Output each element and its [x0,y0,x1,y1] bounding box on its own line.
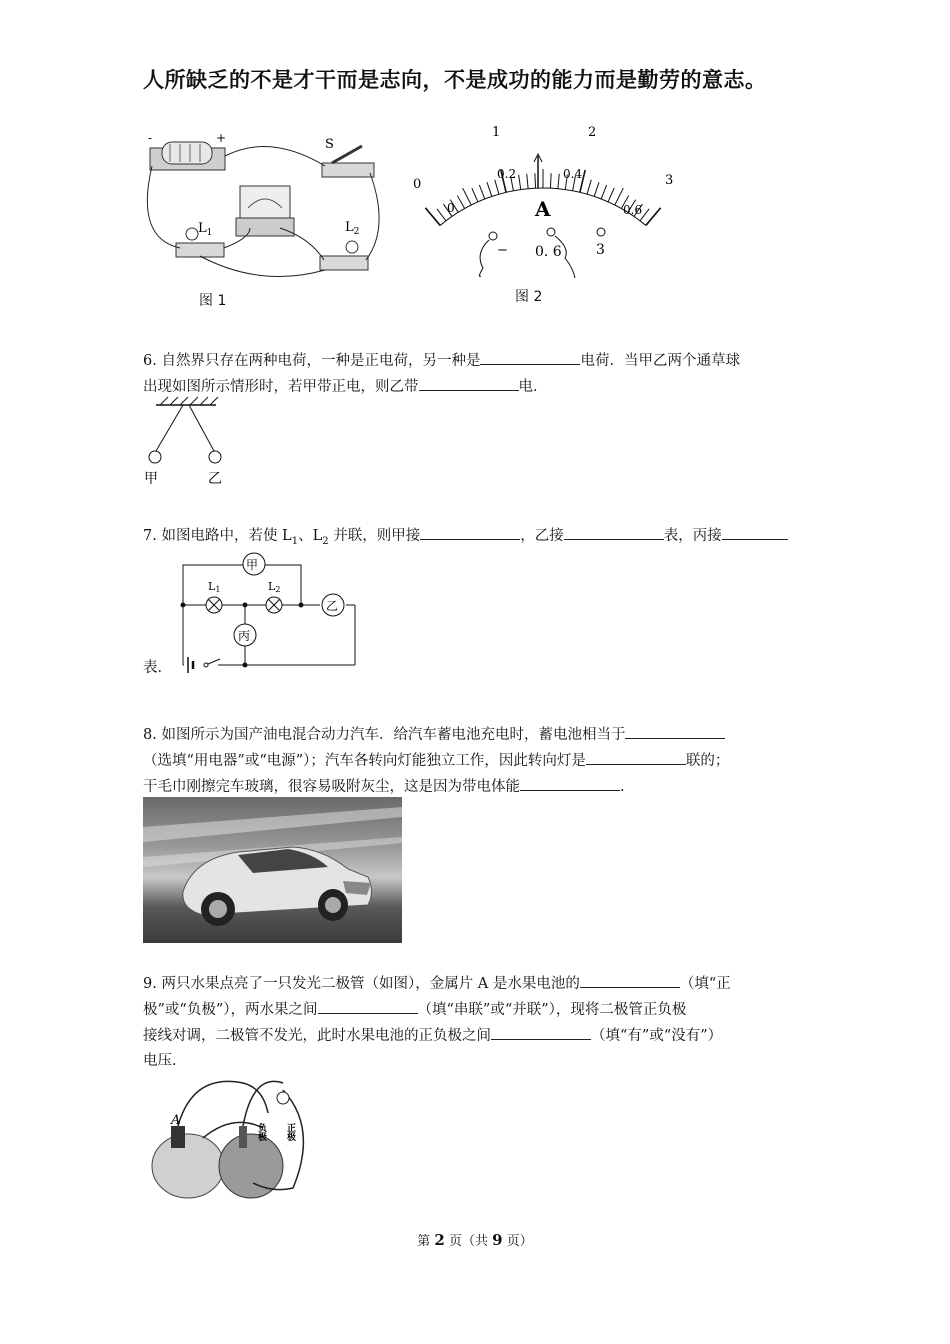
terminal-minus: − [497,243,508,258]
lamp-l2: L2 [268,580,281,594]
q9-line-4: 电压． [143,1053,187,1069]
l1-label: $L_1$ [198,221,213,238]
scale-bottom-02: 0.2 [497,167,517,181]
scale-top-1: 1 [492,125,501,140]
page-footer: 第 2 页（共 9 页） [417,1231,533,1249]
q8-line-1: 8. 如图所示为国产油电混合动力汽车．给汽车蓄电池充电时，蓄电池相当于 [143,722,833,748]
scale-top-0: 0 [413,177,422,192]
scale-tick [587,180,591,194]
l2-label: $L_2$ [345,220,360,237]
figure-1-caption: 图 1 [199,293,227,309]
scale-tick [457,195,464,208]
q7-blank-yi[interactable] [564,523,664,540]
q8-blank-3[interactable] [520,774,620,791]
question-8 [143,722,833,800]
q9-line-3: 接线对调，二极管不发光，此时水果电池的正负极之间 （填“有”或“没有”） [143,1023,823,1049]
q6-blank-2[interactable] [419,374,519,391]
q9-blank-3[interactable] [491,1023,591,1040]
scale-tick [487,182,492,196]
scale-bottom-0: 0 [447,201,455,215]
figure-2-ammeter-scale [405,118,685,288]
battery-minus-label: - [148,131,153,145]
meter-bing: 丙 [238,629,251,643]
page-number: 2 [434,1231,445,1249]
figure-2-caption: 图 2 [515,289,543,305]
ball-jia-label: 甲 [144,471,158,487]
q9-blank-2[interactable] [318,997,418,1014]
meter-yi: 乙 [326,599,339,613]
scale-tick [519,175,521,190]
q6-pith-balls-figure [140,395,240,490]
scale-tick [608,188,614,202]
ball-yi-label: 乙 [208,471,222,487]
q8-line-3: 干毛巾刚擦完车玻璃，很容易吸附灰尘，这是因为带电体能 . [143,774,833,800]
scale-top-3: 3 [665,173,674,188]
scale-unit: A [535,197,551,221]
q9-line-1: 9. 两只水果点亮了一只发光二极管（如图），金属片 A 是水果电池的 （填“正 [143,971,823,997]
scale-bottom-04: 0.4 [563,167,583,181]
meter-jia: 甲 [246,558,259,572]
question-7: 7. 如图电路中，若使 $L_1$、$L_2$ 并联，则甲接 ，乙接 表，丙接 [143,523,823,554]
scale-tick [495,180,499,194]
scale-tick [601,185,606,199]
q7-blank-bing[interactable] [722,523,788,540]
q8-hybrid-car-photo [143,797,402,943]
scale-tick [558,174,559,189]
scale-tick [479,185,484,199]
q8-blank-2[interactable] [586,748,686,765]
question-6 [143,348,823,400]
page-total: 9 [492,1231,503,1249]
terminal-3: 3 [596,242,605,258]
switch-label: S [325,137,334,152]
lamp-l1: L1 [208,580,221,594]
metal-plate-a-label: A [171,1113,181,1128]
scale-tick [527,174,528,189]
diode-negative-label: 负极 [256,1123,266,1141]
q6-blank-1[interactable] [480,348,580,365]
q7-end: 表． [143,660,172,676]
battery-plus-label: + [216,131,227,145]
q7-blank-jia[interactable] [420,523,520,540]
q6-line-2: 出现如图所示情形时，若甲带正电，则乙带 电． [143,374,823,400]
question-9 [143,971,823,1074]
q9-blank-1[interactable] [580,971,680,988]
scale-bottom-06: 0.6 [623,203,643,217]
terminal-06: 0. 6 [535,244,562,260]
q6-line-1: 6. 自然界只存在两种电荷，一种是正电荷，另一种是 电荷．当甲乙两个通草球 [143,348,823,374]
scale-tick [594,182,599,196]
q9-line-2: 极”或“负极”），两水果之间 （填“串联”或“并联”），现将二极管正负极 [143,997,823,1023]
scale-tick [550,173,551,188]
scale-tick [535,173,536,188]
scale-top-2: 2 [588,125,597,140]
scale-tick [463,188,472,205]
figure-1-circuit [140,128,385,288]
diode-positive-label: 正极 [285,1123,295,1141]
scale-tick [472,188,478,202]
scale-tick [437,209,446,221]
q8-blank-1[interactable] [625,722,725,739]
q9-fruit-battery-figure [143,1068,318,1203]
q8-line-2: （选填“用电器”或“电源”）；汽车各转向灯能独立工作，因此转向灯是 联的； [143,748,833,774]
motto-heading: 人所缺乏的不是才干而是志向，不是成功的能力而是勤劳的意志。 [143,68,767,92]
